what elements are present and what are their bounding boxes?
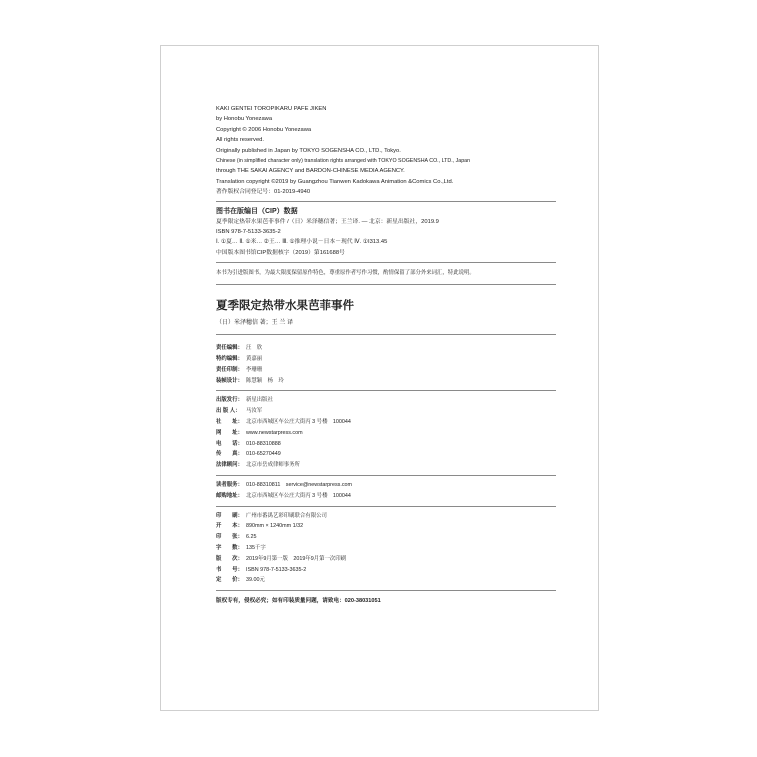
info-value: 新星出版社: [246, 397, 273, 404]
info-row: [216, 439, 556, 450]
info-value: ISBN 978-7-5133-3635-2: [246, 566, 307, 573]
info-row: [216, 354, 556, 365]
copyright-line: Translation copyright ©2019 by Guangzhou Tianwen Kadokawa Animation &Comics Co.,Ltd.: [216, 178, 454, 185]
divider: [216, 390, 556, 391]
info-row: [216, 491, 556, 502]
contract-registration: 著作版权合同登记号：01-2019-4940: [216, 189, 311, 196]
info-value: 李珊珊: [246, 366, 263, 373]
cip-block: [216, 206, 556, 259]
info-row: [216, 521, 556, 532]
info-value: 010-88310888: [246, 440, 281, 447]
info-key: 传 真：: [216, 451, 243, 458]
info-value: 39.00元: [246, 577, 265, 584]
info-key: 出版发行：: [216, 397, 243, 404]
divider: [216, 201, 556, 202]
cip-title: 图书在版编目（CIP）数据: [216, 207, 298, 215]
info-key: 社 址：: [216, 419, 243, 426]
info-row: [216, 575, 556, 586]
info-row: [216, 395, 556, 406]
info-value: 北京市西城区车公庄大街丙 3 号楼 100044: [246, 492, 351, 499]
info-key: 定 价：: [216, 577, 243, 584]
info-row: [216, 554, 556, 565]
info-value: www.newstarpress.com: [246, 429, 303, 436]
info-value: 890mm × 1240mm 1/32: [246, 523, 304, 530]
info-row: [216, 532, 556, 543]
copyright-block: [216, 104, 556, 198]
info-key: 印 刷：: [216, 512, 243, 519]
info-row: [216, 460, 556, 471]
info-row: [216, 428, 556, 439]
info-key: 读者服务：: [216, 482, 243, 489]
info-key: 字 数：: [216, 545, 243, 552]
copyright-line: by Honobu Yonezawa: [216, 116, 273, 123]
info-key: 责任编辑：: [216, 345, 243, 352]
info-key: 装帧设计：: [216, 377, 243, 384]
info-key: 书 号：: [216, 566, 243, 573]
copyright-line: Originally published in Japan by TOKYO SOGENSHA CO., LTD., Tokyo.: [216, 147, 401, 154]
info-value: 010-88310811 service@newstarpress.com: [246, 482, 353, 489]
info-value: 陈慧颖 杨 玲: [246, 377, 284, 384]
info-row: [216, 449, 556, 460]
info-key: 开 本：: [216, 523, 243, 530]
info-row: [216, 343, 556, 354]
info-value: 北京市西城区车公庄大街丙 3 号楼 100044: [246, 419, 351, 426]
info-value: 6.25: [246, 534, 257, 541]
copyright-notice: 版权专有，侵权必究；如有印装质量问题，请致电：020-38031051: [216, 598, 381, 605]
info-key: 网 址：: [216, 429, 243, 436]
divider: [216, 475, 556, 476]
info-row: [216, 511, 556, 522]
cip-line: Ⅰ. ①夏… Ⅱ. ①米… ②王… Ⅲ. ①推理小说－日本－现代 Ⅳ. ①I313.45: [216, 239, 388, 246]
book-title: 夏季限定热带水果芭菲事件: [216, 298, 354, 313]
info-key: 特约编辑：: [216, 356, 243, 363]
divider: [216, 506, 556, 507]
copyright-line: through THE SAKAI AGENCY and BARDON-CHINESE MEDIA AGENCY.: [216, 168, 405, 175]
author-line: （日）米泽穗信 著；王 兰 译: [216, 320, 294, 327]
info-value: 135千字: [246, 545, 266, 552]
copyright-line: Chinese (in simplified character only) translation rights arranged with TOKYO SOGENSHA CO., LTD., Japan: [216, 158, 471, 165]
info-key: 责任印制：: [216, 366, 243, 373]
copyright-line: KAKI GENTEI TOROPIKARU PAFE JIKEN: [216, 106, 327, 112]
info-key: 电 话：: [216, 440, 243, 447]
info-value: 黄嘉丽: [246, 356, 263, 363]
info-value: 2019年9月第一版 2019年9月第一次印刷: [246, 555, 347, 562]
cip-line: 中国版本图书馆CIP数据核字（2019）第161688号: [216, 249, 345, 256]
info-row: [216, 417, 556, 428]
print-info-block: [216, 511, 556, 587]
info-row: [216, 543, 556, 554]
info-row: [216, 565, 556, 576]
info-key: 版 次：: [216, 555, 243, 562]
copyright-line: All rights reserved.: [216, 137, 265, 144]
info-value: 广州市番禺艺彩印刷联合有限公司: [246, 512, 327, 519]
info-value: 汪 欣: [246, 345, 263, 352]
reader-service-block: [216, 480, 556, 502]
cip-line: 夏季限定热带水果芭菲事件 /（日）米泽穗信著；王兰译. — 北京：新星出版社，2019.9: [216, 218, 439, 225]
page-content: [216, 104, 556, 606]
info-value: 北京市岳成律师事务所: [246, 462, 300, 469]
divider: [216, 334, 556, 335]
cip-line: ISBN 978-7-5133-3635-2: [216, 229, 281, 236]
publisher-block: [216, 395, 556, 471]
divider: [216, 284, 556, 285]
info-key: 出 版 人：: [216, 408, 241, 415]
divider: [216, 590, 556, 591]
info-key: 印 张：: [216, 534, 243, 541]
copyright-line: Copyright © 2006 Honobu Yonezawa: [216, 126, 312, 133]
translation-notice: 本书为引进版图书，为最大限度保留原作特色，尊重原作者写作习惯，酌情保留了部分外来词汇，特此说明。: [216, 270, 475, 277]
info-row: [216, 480, 556, 491]
editors-block: [216, 343, 556, 386]
info-value: 马汝军: [246, 408, 263, 415]
book-page: [160, 45, 599, 711]
info-key: 法律顾问：: [216, 462, 243, 469]
info-row: [216, 406, 556, 417]
info-row: [216, 365, 556, 376]
info-value: 010-65270449: [246, 451, 281, 458]
info-key: 邮购地址：: [216, 492, 243, 499]
divider: [216, 262, 556, 263]
info-row: [216, 376, 556, 387]
